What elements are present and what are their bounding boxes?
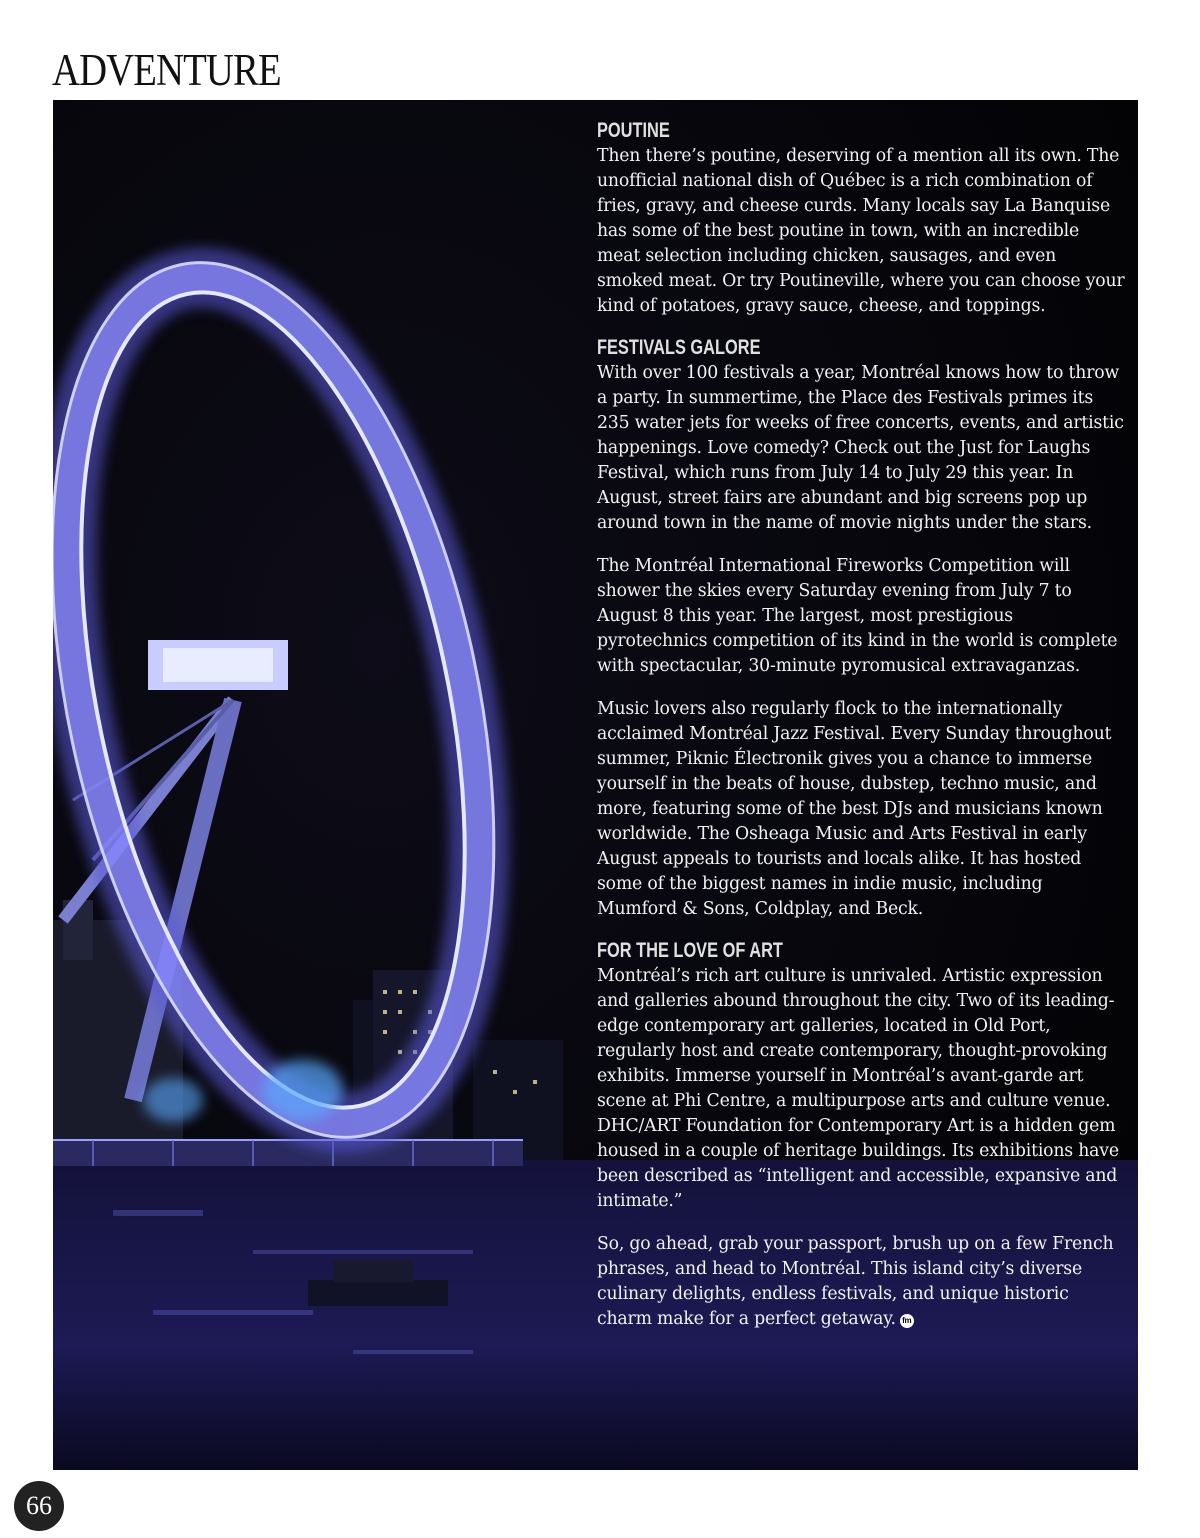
page-number: 66 [14, 1481, 64, 1531]
art-heading: FOR THE LOVE OF ART [597, 939, 783, 962]
festivals-paragraph-3: Music lovers also regularly flock to the internationally acclaimed Montréal Jazz Festival. Every Sunday throughout summer, Piknic Électronik gives you a chance to immerse yourself in the beats of house, dubstep, techno music, and more, featuring some of the best DJs and musicians known worldwide. The Osheaga Music and Arts Festival in early August appeals to tourists and locals alike. It has hosted some of the biggest names in indie music, including Mumford & Sons, Coldplay, and Beck. [597, 699, 1112, 919]
feature-photo-panel [53, 100, 1138, 1470]
section-title: ADVENTURE [52, 45, 281, 95]
festivals-paragraph-2: The Montréal International Fireworks Competition will shower the skies every Saturday evening from July 7 to August 8 this year. The largest, most prestigious pyrotechnics competition of its kind in the world is complete with spectacular, 30-minute pyromusical extravaganzas. [597, 556, 1118, 676]
festivals-heading: FESTIVALS GALORE [597, 336, 761, 359]
article-column [597, 118, 1125, 1332]
poutine-heading: POUTINE [597, 119, 670, 142]
festivals-paragraph-1: With over 100 festivals a year, Montréal knows how to throw a party. In summertime, the Place des Festivals primes its 235 water jets for weeks of free concerts, events, and artistic happenings. Love comedy? Check out the Just for Laughs Festival, which runs from July 14 to July 29 this year. In August, street fairs are abundant and big screens pop up around town in the name of movie nights under the stars. [597, 363, 1124, 533]
closing-paragraph [597, 1232, 1125, 1332]
art-paragraph: Montréal’s rich art culture is unrivaled. Artistic expression and galleries abound throughout the city. Two of its leading-edge contemporary art galleries, located in Old Port, regularly host and create contemporary, thought-provoking exhibits. Immerse yourself in Montréal’s avant-garde art scene at Phi Centre, a multipurpose arts and culture venue. DHC/ART Foundation for Contemporary Art is a hidden gem housed in a couple of heritage buildings. Its exhibitions have been described as “intelligent and accessible, expansive and intimate.” [597, 966, 1119, 1211]
poutine-paragraph: Then there’s poutine, deserving of a mention all its own. The unofficial national dish of Québec is a rich combination of fries, gravy, and cheese curds. Many locals say La Banquise has some of the best poutine in town, with an incredible meat selection including chicken, sausages, and even smoked meat. Or try Poutineville, where you can choose your kind of potatoes, gravy sauce, cheese, and toppings. [597, 146, 1125, 316]
end-mark-icon: fm [900, 1314, 914, 1328]
closing-paragraph-text: So, go ahead, grab your passport, brush up on a few French phrases, and head to Montréal. This island city’s diverse culinary delights, endless festivals, and unique historic charm make for a perfect getaway. [597, 1234, 1114, 1329]
